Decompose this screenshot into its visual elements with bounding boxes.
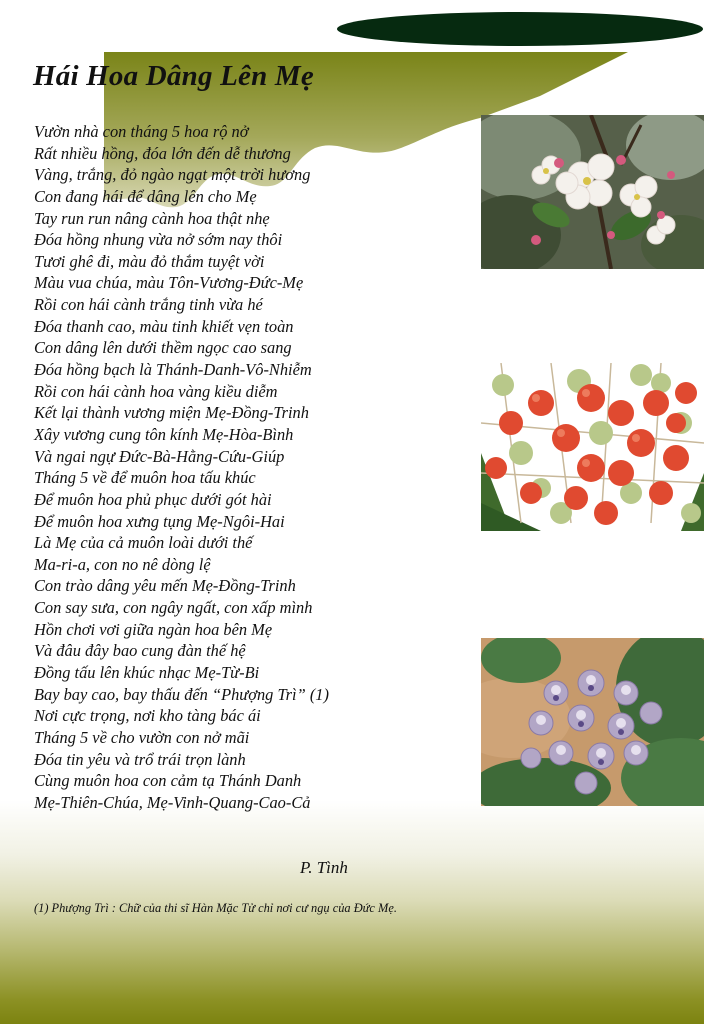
poem-line: Xây vương cung tôn kính Mẹ-Hòa-Bình [34, 424, 294, 444]
poem-line: Mẹ-Thiên-Chúa, Mẹ-Vinh-Quang-Cao-Cả [34, 792, 311, 812]
poem-line: Bay bay cao, bay thấu đến “Phượng Trì” (1) [34, 684, 329, 704]
poem-line: Đóa thanh cao, màu tinh khiết vẹn toàn [34, 316, 294, 336]
poem-line: Là Mẹ của cả muôn loài dưới thế [34, 533, 253, 553]
poem-line: Kết lại thành vương miện Mẹ-Đồng-Trinh [34, 403, 309, 423]
poem-line: Hồn chơi vơi giữa ngàn hoa bên Mẹ [34, 619, 273, 639]
poem-line: Vườn nhà con tháng 5 hoa rộ nở [34, 122, 249, 141]
poem-line: Cùng muôn hoa con cảm tạ Thánh Danh [34, 771, 302, 791]
poem-line: Màu vua chúa, màu Tôn-Vương-Đức-Mẹ [34, 273, 304, 293]
author-signature: P. Tình [300, 858, 348, 877]
poem-line: Tháng 5 về để muôn hoa tấu khúc [34, 468, 256, 488]
poem-line: Con trào dâng yêu mến Mẹ-Đồng-Trinh [34, 576, 296, 596]
poem-line: Đóa tin yêu và trổ trái trọn lành [34, 749, 246, 769]
poem-line: Nơi cực trọng, nơi kho tàng bác ái [34, 706, 261, 726]
poem-line: Rồi con hái cành trắng tinh vừa hé [34, 295, 263, 315]
poem-line: Để muôn hoa xưng tụng Mẹ-Ngôi-Hai [34, 511, 285, 531]
poem-line: Tay run run nâng cành hoa thật nhẹ [34, 208, 270, 228]
poem-line: Tươi ghê đi, màu đỏ thắm tuyệt vời [34, 251, 265, 271]
poem-line: Con đang hái để dâng lên cho Mẹ [34, 186, 257, 206]
poem-line: Rất nhiều hồng, đóa lớn đến dễ thương [34, 143, 291, 163]
poem-line: Đồng tấu lên khúc nhạc Mẹ-Từ-Bi [34, 663, 260, 683]
poem-line: Con dâng lên dưới thềm ngọc cao sang [34, 338, 292, 358]
poem-line: Rồi con hái cành hoa vàng kiều diễm [34, 381, 278, 401]
poem-line: Và đâu đây bao cung đàn thế hệ [34, 641, 246, 661]
white-blossom-photo [481, 115, 704, 269]
dark-green-ellipse [337, 12, 703, 46]
poem-body [34, 121, 329, 814]
poem-line: Đóa hồng bạch là Thánh-Danh-Vô-Nhiễm [34, 360, 312, 380]
footnote: (1) Phượng Trì : Chữ của thi sĩ Hàn Mặc Tử chỉ nơi cư ngụ của Đức Mẹ. [34, 901, 397, 915]
poem-line: Đóa hồng nhung vừa nở sớm nay thôi [34, 230, 283, 250]
poem-line: Ma-ri-a, con no nê dòng lệ [34, 554, 211, 574]
palm-fruit-photo [481, 363, 704, 531]
poem-title: Hái Hoa Dâng Lên Mẹ [33, 60, 314, 92]
poem-line: Con say sưa, con ngây ngất, con xấp mình [34, 598, 313, 618]
poem-line: Để muôn hoa phủ phục dưới gót hài [34, 489, 272, 509]
poem-line: Tháng 5 về cho vườn con nở mãi [34, 727, 250, 747]
poem-line: Vàng, trắng, đỏ ngào ngạt một trời hương [34, 165, 311, 185]
poem-line: Và ngai ngự Đức-Bà-Hằng-Cứu-Giúp [34, 446, 285, 466]
crown-flower-photo [481, 638, 704, 806]
